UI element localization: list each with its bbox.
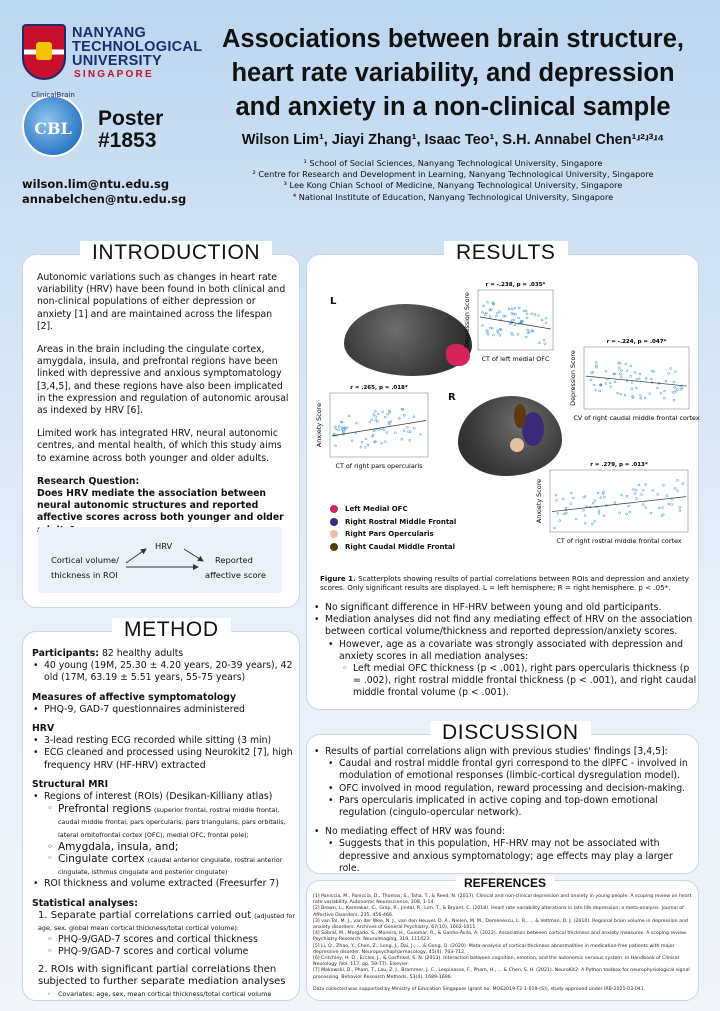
reference-item: [4] Sobral, M., Morgado, S., Moreira, H., Guiomar, R., & Ganho-Ávila, A. (2022). Association between cortical thickness and anxiety measures: A scoping review. Psychiatry Research: Neuroimaging, 319, 111423.: [313, 931, 688, 943]
affiliation: ¹ School of Social Sciences, Nanyang Technological University, Singapore: [303, 158, 603, 168]
legend-swatch: [330, 505, 338, 513]
plot-title: r = .279, p = .013*: [590, 462, 648, 468]
lab-logo-text: ClinicalBrain: [31, 91, 75, 99]
list-item: ◦ Left medial OFC thickness (p < .001), right pars opercularis thickness (p = .002), right rostral middle frontal thickness (p < .001), and right caudal middle frontal volume (p < .001).: [341, 663, 698, 700]
introduction-text: [37, 272, 289, 537]
list-item: • No mediating effect of HRV was found:: [313, 826, 693, 838]
results-heading: RESULTS: [444, 241, 568, 265]
introduction-heading: INTRODUCTION: [80, 241, 272, 265]
ntu-name-line: UNIVERSITY: [72, 53, 163, 69]
list-item: ◦ Cingulate cortex (caudal anterior cingulate, rostral anterior cingulate, isthmus cingulate and posterior cingulate): [46, 853, 296, 878]
poster-header: [0, 0, 720, 225]
plot-x-label: CT of right pars opercularis: [335, 462, 423, 470]
legend-item: Right Caudal Middle Frontal: [330, 541, 456, 554]
clinical-brain-logo-icon: ClinicalBrain CBL: [22, 95, 84, 157]
mri-heading: Structural MRI: [32, 778, 109, 790]
method-text: [32, 648, 296, 1000]
measures-heading: Measures of affective symptomatology: [32, 691, 237, 703]
reference-item: [3] van Tol, M. J., van der Wee, N. J., van den Heuvel, O. A., Nielen, M. M., Demenescu, L. R., ... & Veltman, D. J. (2010). Regional brain volume in depression and anxiety disorders. Archives of General Psychiatry, 67(10), 1002-1011.: [313, 918, 688, 931]
list-item: • 40 young (19M, 25.30 ± 4.20 years, 20-39 years), 42 old (17M, 63.19 ± 5.51 years, 55-75 years): [32, 660, 296, 684]
participants-value: 82 healthy adults: [101, 648, 184, 659]
authors: Wilson Lim¹, Jiayi Zhang¹, Isaac Teo¹, S.H. Annabel Chen¹ʴ²ʴ³ʴ⁴: [241, 132, 665, 148]
affiliation: ² Centre for Research and Development in Learning, Nanyang Technological University, Singapore: [252, 169, 654, 180]
plot-x-label: CV of right caudal middle frontal cortex: [573, 414, 700, 422]
legend-swatch: [330, 543, 338, 551]
list-item: • ROI thickness and volume extracted (Freesurfer 7): [32, 878, 296, 890]
results-findings: [313, 602, 698, 700]
ntu-name-line: TECHNOLOGICAL: [72, 39, 203, 55]
list-item: ◦ Amygdala, insula, and;: [46, 841, 296, 853]
list-item: • OFC involved in mood regulation, reward processing and decision-making.: [327, 783, 693, 795]
stats-step-1: 1. Separate partial correlations carried out (adjusted for age, sex, global mean cortical thickness/total cortical volume):: [38, 909, 296, 933]
discussion-heading: DISCUSSION: [430, 721, 591, 745]
references-heading: REFERENCES: [456, 876, 554, 890]
list-item: ◦ PHQ-9/GAD-7 scores and cortical volume: [46, 946, 296, 958]
affiliation: ³ Lee Kong Chian School of Medicine, Nanyang Technological University, Singapore: [283, 180, 623, 191]
email-link[interactable]: annabelchen@ntu.edu.sg: [22, 192, 187, 206]
affiliations: [198, 158, 708, 203]
list-item: • Regions of interest (ROIs) (Desikan-Killiany atlas): [32, 791, 296, 803]
ntu-name-line: NANYANG: [72, 25, 147, 41]
list-item: • Suggests that in this population, HF-HRV may not be associated with depressive and anxious symptomatology; age effects may play a larger role.: [327, 838, 693, 875]
plot-y-label: Anxiety Score: [315, 402, 323, 448]
list-item: • Caudal and rostral middle frontal gyri correspond to the dlPFC - involved in modulation of emotional responses (limbic-cortical dysregulation model).: [327, 758, 693, 782]
hemisphere-label: R: [448, 392, 456, 403]
plot-x-label: CT of right rostral middle frontal cortex: [556, 537, 682, 545]
list-item: • Results of partial correlations align with previous studies' findings [3,4,5]:: [313, 746, 693, 758]
affiliation: ⁴ National Institute of Education, Nanyang Technological University, Singapore: [292, 191, 614, 202]
plot-title: r = -.238, p = .035*: [485, 282, 546, 288]
right-caudal-middle-frontal-region: [514, 404, 526, 428]
list-item: • No significant difference in HF-HRV between young and old participants.: [313, 602, 698, 614]
brain-right-lateral-image: [458, 396, 562, 476]
poster-number: [98, 108, 163, 152]
flow-m: HRV: [155, 541, 173, 551]
reference-item: [1] Paniccia, M., Paniccia, D., Thomas, S., Taha, T., & Reed, N. (2017). Clinical and non-clinical depression and anxiety in young people: A scoping review on heart rate variability. Autonomic Neuroscience, 208, 1-14.: [313, 894, 692, 906]
flow-x-line2: thickness in ROI: [51, 570, 118, 580]
list-item: • However, age as a covariate was strongly associated with depression and anxiety scores in all mediation analyses:: [327, 639, 698, 663]
contact-emails: [22, 177, 186, 207]
flow-x-line1: Cortical volume/: [51, 555, 119, 565]
list-item: ◦ Covariates: age, sex, mean cortical thickness/total cortical volume: [46, 988, 296, 1000]
intro-paragraph: Areas in the brain including the cingulate cortex, amygdala, insula, and prefrontal regions have been linked with depressive and anxious symptomatology [3,4,5], and these regions have also been implicated in the expression and regulation of autonomic arousal as indexed by HRV [6].: [37, 344, 289, 417]
list-item: • ECG cleaned and processed using Neurokit2 [7], high frequency HRV (HF-HRV) extracted: [32, 747, 296, 771]
intro-paragraph: Limited work has integrated HRV, neural autonomic centres, and mental health, of which this study aims to examine across both younger and older adults.: [37, 428, 282, 464]
hemisphere-label: L: [330, 296, 337, 307]
title-line: Associations between brain structure,: [222, 25, 684, 53]
email-link[interactable]: wilson.lim@ntu.edu.sg: [22, 177, 170, 191]
legend-swatch: [330, 518, 338, 526]
plot-title: r = -.224, p = .047*: [606, 339, 667, 345]
flow-y-line1: Reported: [215, 555, 253, 565]
research-question-label: Research Question:: [37, 475, 140, 487]
list-item: ◦ Prefrontal regions (superior frontal, rostral middle frontal, caudal middle frontal, pars opercularis, pars triangularis, pars orbitalis, lateral orbitofrontal cortex (OFC), medial OFC, frontal pole);: [46, 803, 296, 841]
intro-paragraph: Autonomic variations such as changes in heart rate variability (HRV) have been found in both clinical and non-clinical populations of either depression or anxiety [1] and are maintained across the lifespan [2].: [37, 272, 286, 332]
legend-item: Right Rostral Middle Frontal: [330, 516, 456, 529]
legend-item: Left Medial OFC: [330, 503, 456, 516]
left-medial-ofc-region: [446, 344, 470, 366]
stats-heading: Statistical analyses:: [32, 897, 138, 909]
list-item: ◦ PHQ-9/GAD-7 scores and cortical thickness: [46, 934, 296, 946]
plot-y-label: Depression Score: [569, 350, 577, 406]
list-item: • Mediation analyses did not find any mediating effect of HRV on the association between cortical volume/thickness and reported depression/anxiety scores.: [313, 614, 698, 638]
flow-arrows: [38, 527, 282, 593]
participants-label: Participants:: [32, 648, 99, 659]
ntu-crest-icon: [22, 24, 66, 80]
hrv-heading: HRV: [32, 723, 55, 735]
legend-swatch: [330, 530, 338, 538]
plot-y-label: Depression Score: [463, 292, 471, 348]
title-line: heart rate variability, and depression: [231, 59, 675, 87]
funding-note: Data collected was supported by Ministry of Education Singapore (grant no: MOE2019-T2-1-019-(S)), study approved under IRB-2021-03-041.: [313, 986, 646, 992]
flow-y-line2: affective score: [205, 570, 266, 580]
reference-item: [5] Li, Q., Zhao, Y., Chen, Z., Long, J., Dai, J., ... & Gong, Q. (2020). Meta-analysis of cortical thickness abnormalities in medication-free patients with major depressive disorder. Neuropsychopharmacology, 45(4), 703-712.: [313, 943, 675, 955]
reference-item: [7] Makowski, D., Pham, T., Lau, Z. J., Brammer, J. C., Lespinasse, F., Pham, H., ... & Chen, S. H. (2021). NeuroKit2: A Python toolbox for neurophysiological signal processing. Behavior Research Methods, 53(4), 1689-1696.: [313, 968, 690, 980]
plot-y-label: Anxiety Score: [535, 478, 543, 524]
plot-x-label: CT of left medial OFC: [481, 355, 550, 363]
plot-title: r = .265, p = .018*: [350, 385, 408, 391]
ntu-logo: [22, 24, 203, 86]
method-heading: METHOD: [112, 618, 231, 642]
list-item: • Pars opercularis implicated in active coping and top-down emotional regulation (cingulo-opercular network).: [327, 795, 693, 819]
discussion-text: [313, 746, 693, 875]
legend-item: Right Pars Opercularis: [330, 528, 456, 541]
right-pars-opercularis-region: [510, 438, 524, 452]
figure-caption: Figure 1. Scatterplots showing results of partial correlations between ROIs and depression and anxiety scores. Only significant results are displayed. L = left hemisphere; R = right hemisphere. p < .05*.: [320, 574, 689, 592]
poster-title: [198, 22, 708, 124]
region-legend: [330, 503, 456, 553]
poster-label: Poster: [98, 107, 164, 130]
research-question: Does HRV mediate the association between neural autonomic structures and reported affective scores across both younger and older: [37, 488, 284, 524]
reference-item: [2] Brown, L., Karmakar, C., Gray, R., Jindal, R., Lim, T., & Bryant, C. (2018). Heart rate variability alterations in late life depression: a meta-analysis. Journal of Affective Disorders, 235, 456-466.: [313, 906, 684, 918]
title-line: and anxiety in a non-clinical sample: [235, 93, 671, 121]
references-list: [313, 894, 698, 993]
list-item: • 3-lead resting ECG recorded while sitting (3 min): [32, 735, 296, 747]
reference-item: [6] Critchley, H. D., Eccles, J., & Garfinkel, S. N. (2013). Interaction between cognition, emotion, and the autonomic nervous system. In Handbook of Clinical Neurology (Vol. 117, pp. 59-77). Elsevier.: [313, 956, 679, 968]
mediation-diagram: [38, 527, 282, 593]
ntu-singapore: SINGAPORE: [74, 69, 154, 80]
stats-step-2: 2. ROIs with significant partial correlations then subjected to further separate mediation analyses: [38, 963, 286, 987]
list-item: • PHQ-9, GAD-7 questionnaires administered: [32, 704, 296, 716]
poster-id: #1853: [98, 129, 157, 152]
